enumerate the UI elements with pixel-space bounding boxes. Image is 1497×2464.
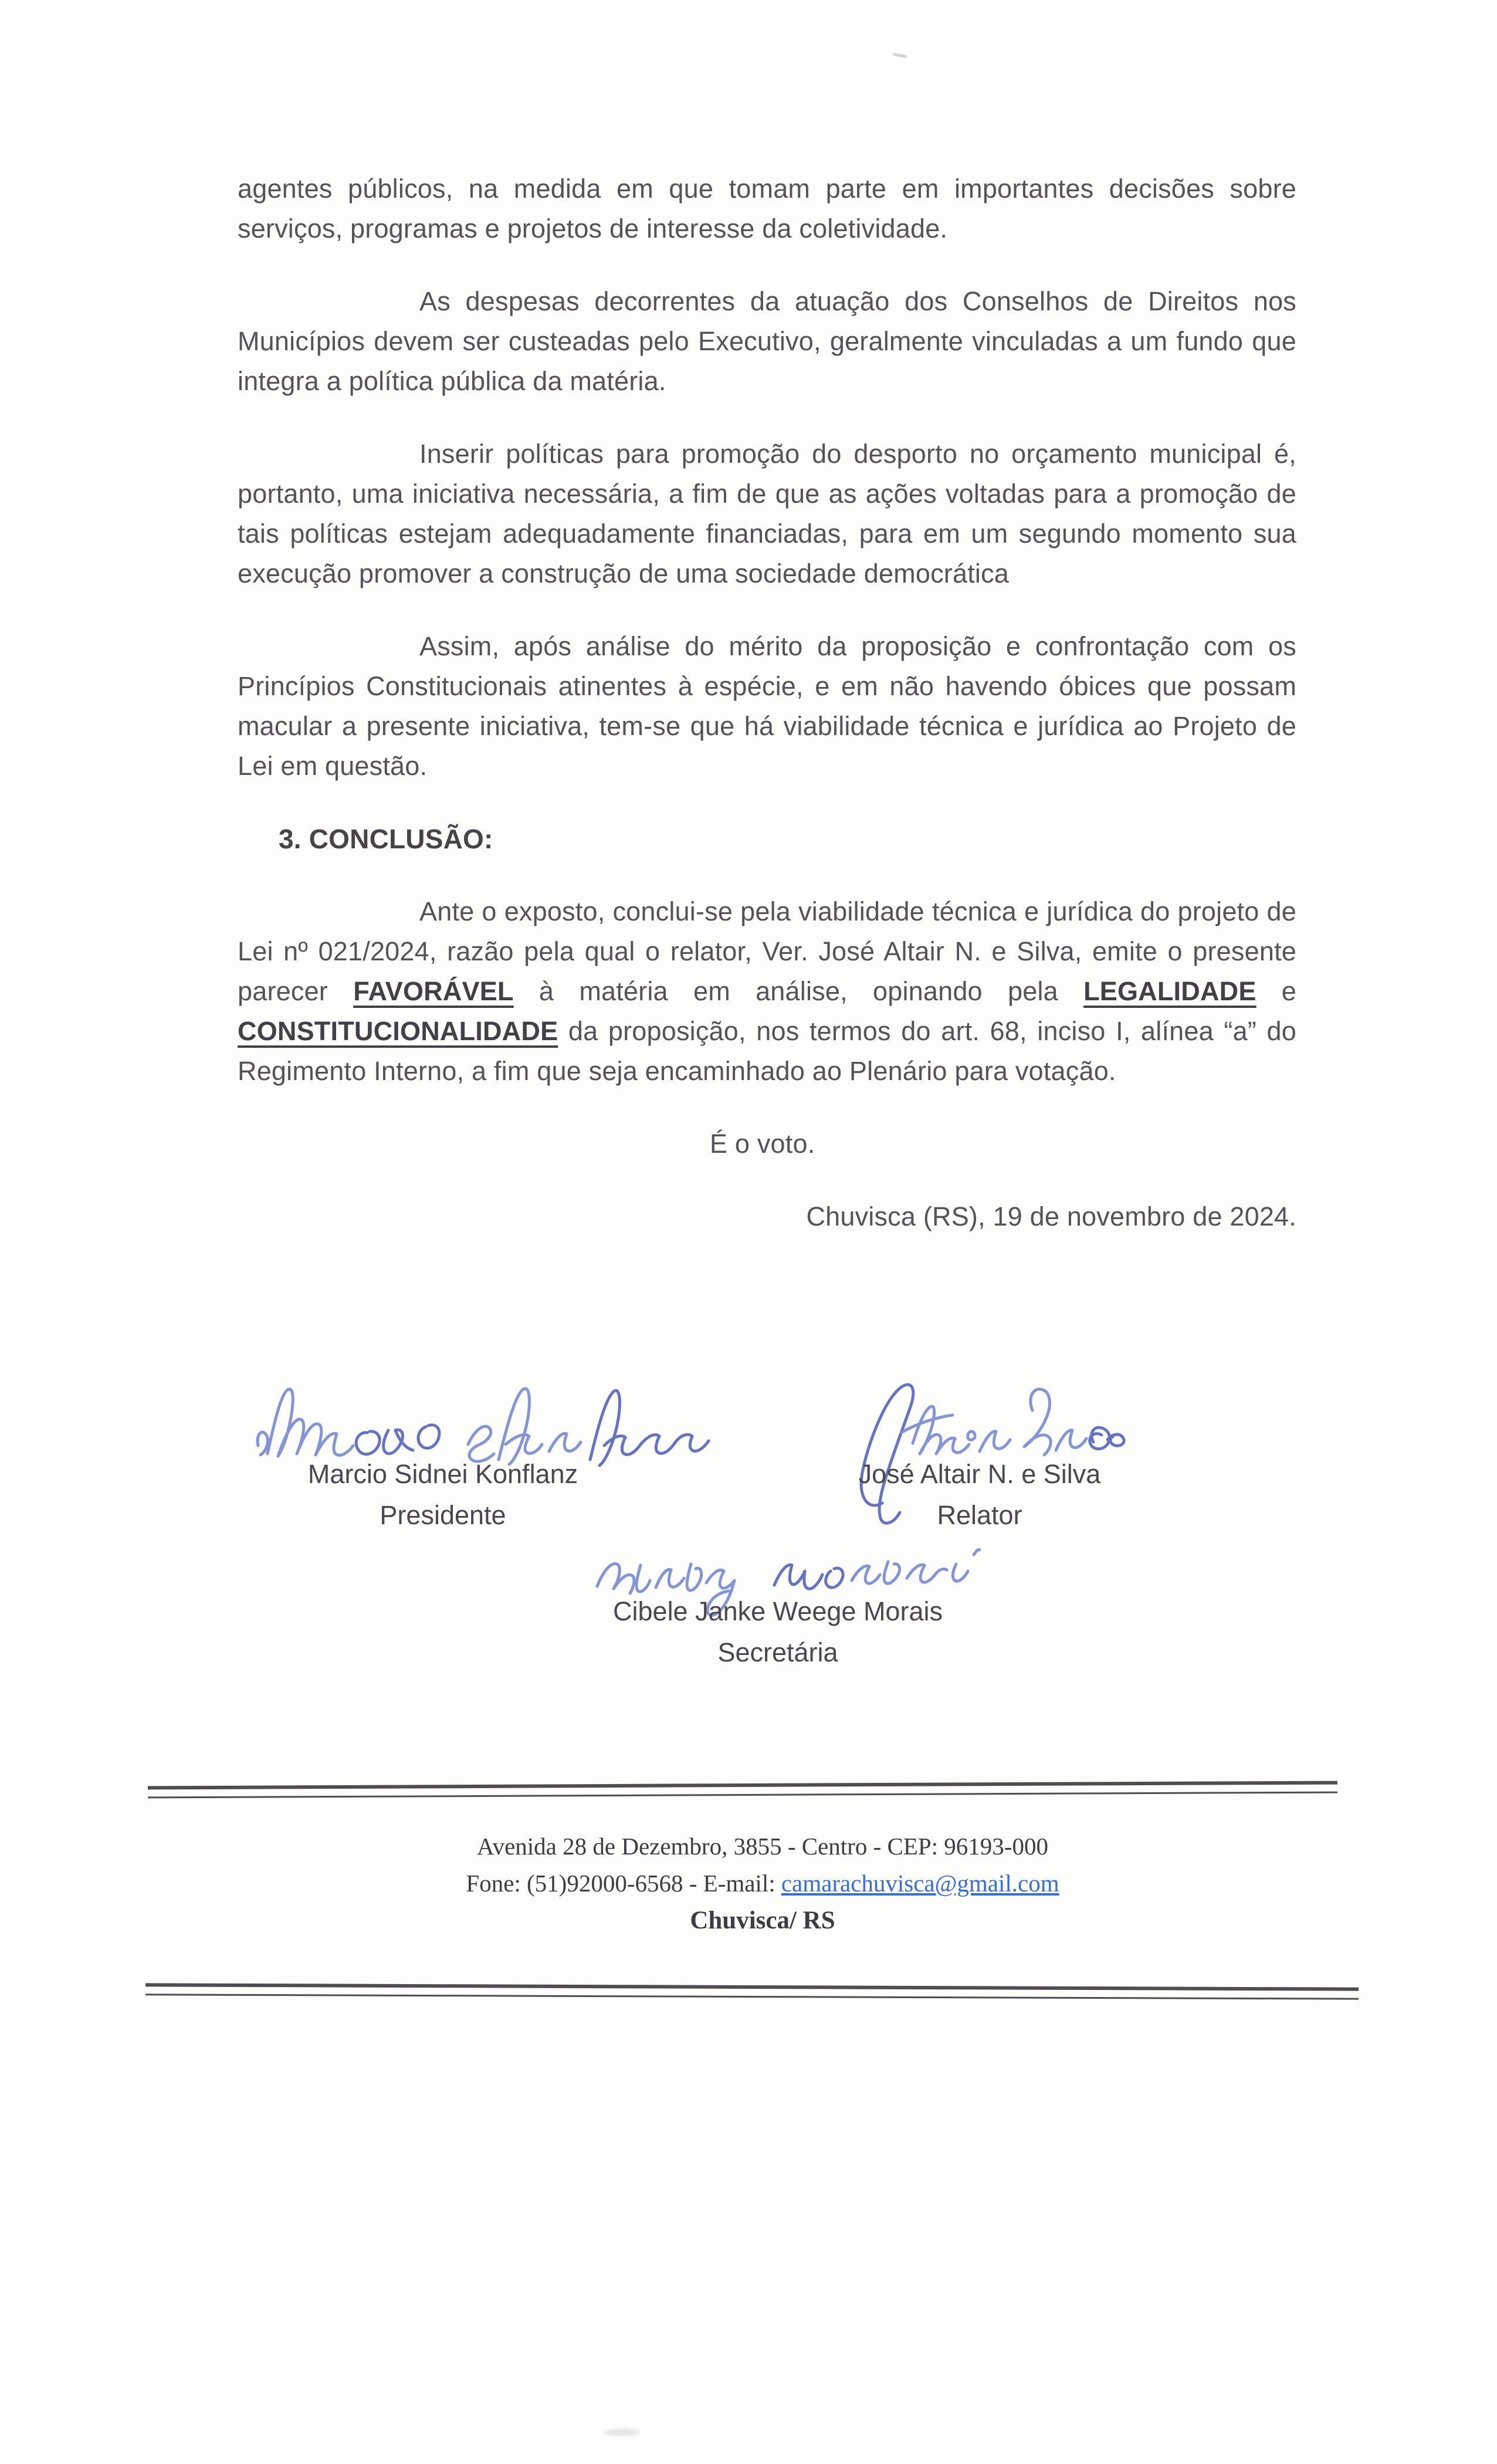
body-paragraph: Assim, após análise do mérito da proposição e confrontação com os Princípios Constitucionais atinentes à espécie, e em não havendo óbices que possam macular a presente iniciativa, tem-se que há viabilidade técnica e jurídica ao Projeto de Lei em questão. [238, 631, 1296, 781]
scan-artifact-top [893, 53, 907, 58]
footer-address: Avenida 28 de Dezembro, 3855 - Centro - CEP: 96193-000 [477, 1833, 1048, 1860]
signature-block-relator [774, 1454, 1185, 1536]
constitucionalidade-emphasis: CONSTITUCIONALIDADE [238, 1016, 558, 1046]
conclusion-text-3: e [1256, 976, 1296, 1006]
favoravel-emphasis: FAVORÁVEL [353, 976, 514, 1006]
signer-name: José Altair N. e Silva [858, 1459, 1101, 1489]
footer-email-link[interactable]: camarachuvisca@gmail.com [781, 1870, 1059, 1897]
signer-role: Secretária [717, 1637, 838, 1667]
footer-phone: Fone: (51)92000-6568 - E-mail: [466, 1870, 781, 1897]
body-paragraph: As despesas decorrentes da atuação dos Conselhos de Direitos nos Municípios devem ser custeadas pelo Executivo, geralmente vinculadas a um fundo que integra a política pública da matéria. [238, 286, 1296, 396]
footer-city-state: Chuvisca/ RS [690, 1907, 835, 1934]
signer-role: Presidente [380, 1500, 506, 1530]
signer-role: Relator [937, 1500, 1022, 1530]
signature-block-secretaria [543, 1591, 1012, 1673]
footer-rule-top [148, 1781, 1337, 1799]
conclusion-paragraph [238, 892, 1296, 1091]
dateline: Chuvisca (RS), 19 de novembro de 2024. [806, 1201, 1296, 1231]
conclusion-text-4: da proposição, nos termos do art. 68, inciso I, alínea “a” do Regimento Interno, a fim que seja encaminhado ao Plenário para votação. [238, 1016, 1296, 1086]
legalidade-emphasis: LEGALIDADE [1083, 976, 1256, 1006]
conclusion-text-2: à matéria em análise, opinando pela [513, 976, 1084, 1006]
body-paragraph: agentes públicos, na medida em que tomam parte em importantes decisões sobre serviços, programas e projetos de interesse da coletividade. [238, 174, 1296, 243]
section-heading: 3. CONCLUSÃO: [279, 824, 493, 854]
footer-contact-line [176, 1865, 1349, 1902]
body-paragraph: Inserir políticas para promoção do desporto no orçamento municipal é, portanto, uma iniciativa necessária, a fim de que as ações voltadas para a promoção de tais políticas estejam adequadamente financiadas, para em um segundo momento sua execução promover a construção de uma sociedade democrática [238, 439, 1296, 588]
vote-line: É o voto. [710, 1129, 815, 1159]
signer-name: Cibele Janke Weege Morais [613, 1596, 943, 1626]
conclusion-text-1: Ante o exposto, conclui-se pela viabilidade técnica e jurídica do projeto de Lei nº 021/2024, razão pela qual o relator, Ver. José Altair N. e Silva, emite o presente parecer [238, 896, 1296, 1006]
footer-rule-bottom [145, 1983, 1359, 1999]
footer [176, 1828, 1349, 1939]
scan-artifact-bottom [604, 2429, 639, 2436]
signer-name: Marcio Sidnei Konflanz [307, 1459, 578, 1489]
document-body [238, 169, 1296, 1237]
signature-block-presidente [238, 1454, 648, 1536]
